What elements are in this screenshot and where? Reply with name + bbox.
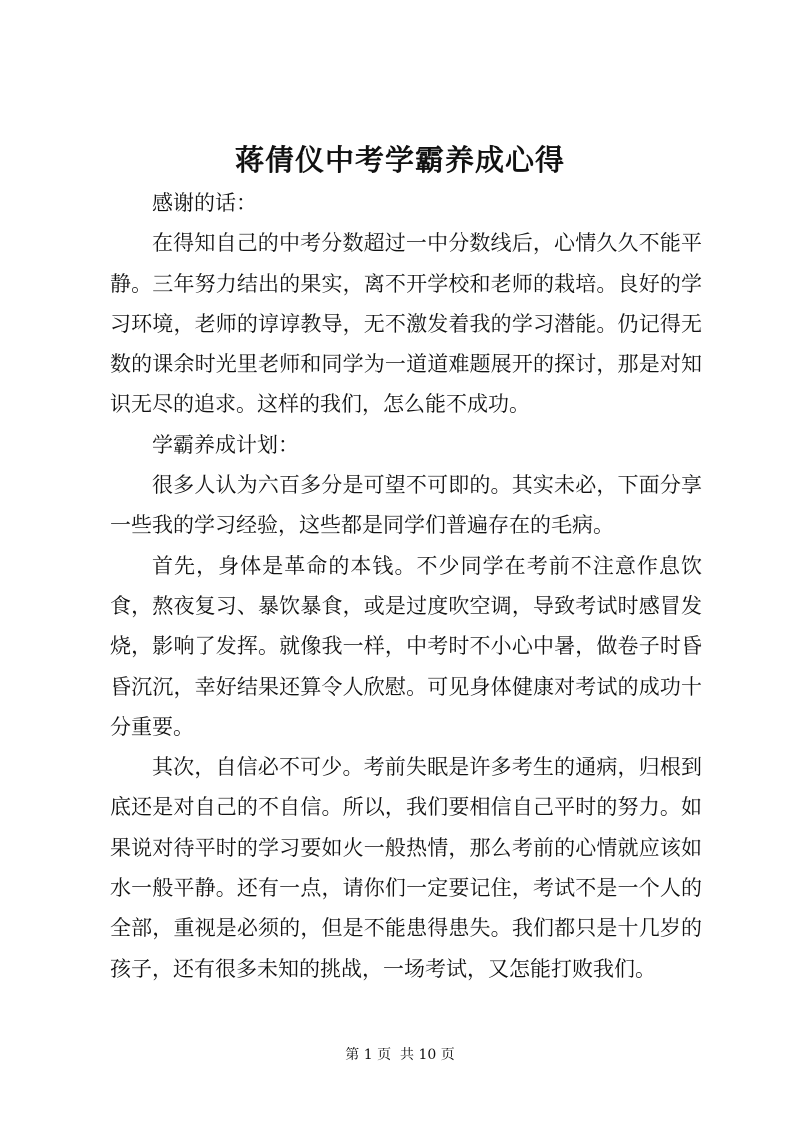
paragraph-plan-intro: 很多人认为六百多分是可望不可即的。其实未必，下面分享一些我的学习经验，这些都是同学们普遍存在的毛病。 [110, 473, 702, 538]
document-body [110, 183, 702, 989]
paragraph-plan-heading: 学霸养成计划： [152, 432, 299, 457]
document-title: 蒋倩仪中考学霸养成心得 [234, 143, 565, 177]
paragraph-thanks-body: 在得知自己的中考分数超过一中分数线后，心情久久不能平静。三年努力结出的果实，离不开学校和老师的栽培。良好的学习环境，老师的谆谆教导，无不激发着我的学习潜能。仍记得无数的课余时光里老师和同学为一道道难题展开的探讨，那是对知识无尽的追求。这样的我们，怎么能不成功。 [110, 231, 702, 417]
page-number-label: 第 1 页 共 10 页 [345, 1047, 455, 1063]
paragraph-thanks-heading: 感谢的话： [152, 191, 257, 215]
paragraph-confidence: 其次，自信必不可少。考前失眠是许多考生的通病，归根到底还是对自己的不自信。所以，我们要相信自己平时的努力。如果说对待平时的学习要如火一般热情，那么考前的心情就应该如水一般平静。还有一点，请你们一定要记住，考试不是一个人的全部，重视是必须的，但是不能患得患失。我们都只是十几岁的孩子，还有很多未知的挑战，一场考试，又怎能打败我们。 [110, 755, 702, 981]
page-footer [0, 1045, 800, 1065]
paragraph-health: 首先，身体是革命的本钱。不少同学在考前不注意作息饮食，熬夜复习、暴饮暴食，或是过度吹空调，导致考试时感冒发烧，影响了发挥。就像我一样，中考时不小心中暑，做卷子时昏昏沉沉，幸好结果还算令人欣慰。可见身体健康对考试的成功十分重要。 [110, 553, 702, 739]
